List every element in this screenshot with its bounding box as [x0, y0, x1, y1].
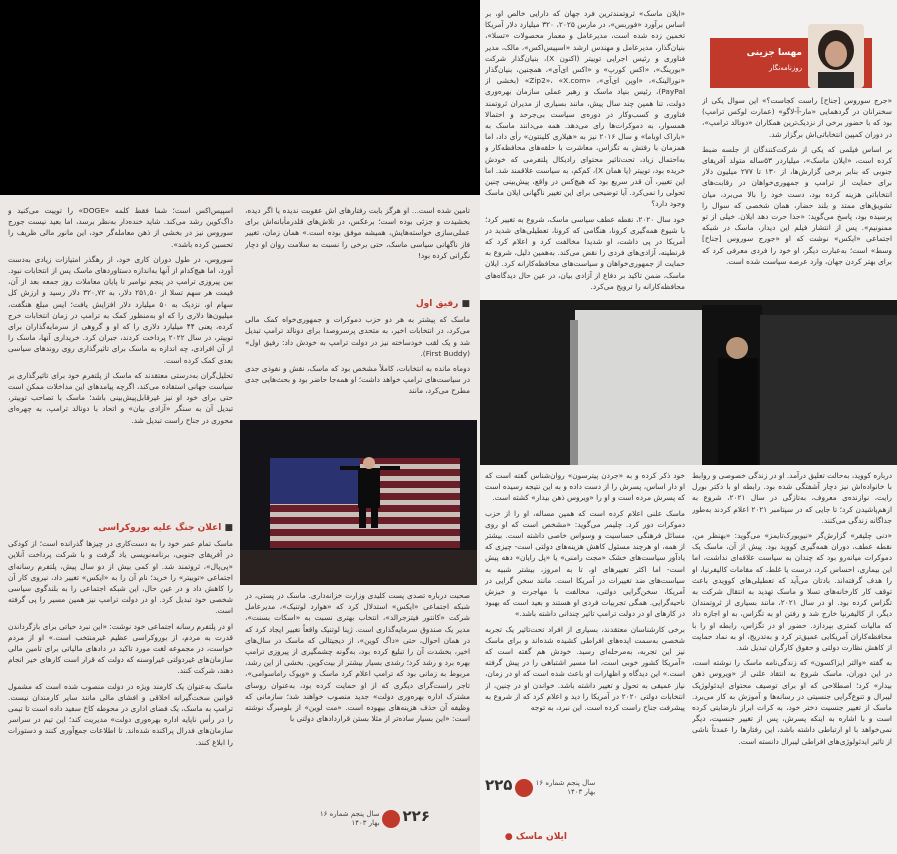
paragraph: ماسک به‌عنوان یک کارمند ویژه در دولت منصوب شده است که مشمول قوانین سخت‌گیرانه اخلاقی و افشای مالی مانند سایر کارمندان نیست. ترامپ به ماسک، یک فضای اداری در محوطه کاخ سفید داده است تا تیمی را در رأس ناپایه اداره بهره‌وری دولت» مدیریت کند؛ این تیم در سراسر سازمان‌های فدرال پراکنده شده‌اند. تا اطلاعات جمع‌آوری کنند و دستورات را ابلاغ کنند.: [8, 681, 233, 747]
paragraph: «ایلان ماسک» ثروتمندترین فرد جهان که دارایی خالص او، بر اساس برآورد «فوربس»، در مارس ۲۰۲۵، ۳۲۰ میلیارد دلار آمریکا تخمین زده شده است، مدیرعامل و معمار محصولات «تسلا»، بنیان‌گذار، مدیرعامل و مهندس ارشد «اسپیس‌اکس»، مالک، مدیر فناوری و رئیس اجرایی توییتر (اکنون X)، بنیان‌گذار شرکت «بورینگ»، «اکس کورپ» و «اکس ای‌آی»، همچنین، بنیان‌گذار «نورالینک»، «اوپن ای‌آی»، «Zip2»، «X.com» (بخشی از PayPal)، رئیس بنیاد ماسک و رهبر عملی سازمان بهره‌وری دولت، تنا همین چند سال پیش، مانند بسیاری از مدیران ثروتمند فناوری و کسب‌وکار در دوره‌ی سیاست بی‌جرحد و احتمالا همسوار، به دموکرات‌ها رای می‌دهد. همه می‌دانند ماسک به «باراک اوباما» و سال ۲۰۱۶ نیز به «هیلاری کلینتون» رأی داد، اما همزمان با رفتش به تگزاس، معاشرت با حلقه‌های محافظه‌کار و به‌احتمال زیاد، تحت‌تاثیر محتوای رادیکال پلتفرمی که خودش خریده بود، توییتر (یا همان X)، کم‌کم، به سیاست علاقمند شد. اما این تغییر، آن قدر سریع بود که هیچ‌کس در واقع، پیش‌بینی چنین تحولی را نمی‌کرد. آیا توضیحی برای این تغییر ناگهانی ایلان ماسک وجود دارد؟: [485, 9, 685, 209]
paragraph: سوروس، در طول دوران کاری خود، از رهگذر امتیازات زیادی به‌دست آورد، اما هیچ‌کدام از آنها به‌اندازه دستاوردهای ماسک پس از انتخابات نبود. بین پیروزی ترامپ در پنجم نوامبر تا پایان معاملات روز جمعه بعد از آن، قیمت هر سهم تسلا از ۲۵۱,۵۰ دلار، به ۳۲۰,۷۲ دلار رسید و ارزش کل سهام او، نزدیک به ۵۰ میلیارد دلار افزایش یافت؛ ایس مبلغ هنگفت، میلیون‌ها دلاری را که او به‌منظور کمک به ترامپ در زمان انتخابات خرج کرده، یعنی ۴۴ میلیارد دلاری را که او و گروهی از سرمایه‌گذاران برای توییتر، در سال ۲۰۲۲ پرداخت کردند، جبران کرد. خریداری آنها، ماسک را از آن افرادی، چه اندازه به ماسک برای تاثیرگذاری روی روندهای سیاسی بعدی کمک کرده است.: [8, 254, 233, 365]
paragraph: «جرج سوروس [جناح] راست کجاست؟» این سوال یکی از سخنرانان در گردهمایی «مار-آ-لاگو» (عمارت لوکس ترامپ) بود که با حضور برخی از نزدیک‌ترین همکاران «دونالد ترامپ»، در دوران کمپین انتخاباتی‌اش برگزار شد.: [702, 96, 892, 139]
paragraph: خود سال ۲۰۲۰، نقطه عطف سیاسی ماسک، شروع به تغییر کرد؛ با شیوع همه‌گیری کرونا، هنگامی که کرونا، تعطیلی‌های شدید در آمریکا در پی داشت، او شدیدا مخالفت کرد و اعلام کرد که قرنطینه، آزادی‌های فردی را نقض می‌کند. به‌همین دلیل، شروع به حمایت از جمهوری‌خواهان و سیاست‌های محافظه‌کارانه کرد. ایلان ماسک، ضمن تاکید بر دفاع از آزادی بیان، در عین حال دیدگاه‌های محافظه‌کارانه را ترویج می‌کرد.: [485, 214, 685, 291]
section-heading: ■ رفیق اول: [245, 299, 470, 310]
right-page-col-right-bottom: [692, 470, 892, 800]
paragraph: او در پلتفرم رسانه اجتماعی خود نوشت: «این نبرد حیاتی برای بازگرداندن قدرت به مردم، از بوروکراسی عظیم غیرمنتخب است.» او از مردم خواست، در مجموعه لغت مورد تاکید در دادهای مالیاتی برای تامین مالی سازمان‌های غیردولتی غیراوسنه که دولت که قرار است کارهای خیر انجام دهند، شرکت کنند.: [8, 621, 233, 676]
right-page-col-left-top: [485, 8, 685, 298]
paragraph: «دنی چلیقر» گزارش‌گر «نیویورک‌تایمز» می‌گوید: «بهنظر من، نقطه عطف، دوران همه‌گیری کووید بود. پیش از آن، ماسک یک دموکرات میانه‌رو بود که چندان به سیاست علاقه‌ای نداشت، اما این بیماری، احساس کرد، درست یا غلط، که مقامات کالیفرنیا، او را هدف گرفته‌اند. بادتان می‌آید که تعطیلی‌های کوویدی باعث توقف کار کارخانه‌های تسلا و ماسک تهدید به انتقال شرکت به تگزاس کرده بود. او در سال ۲۰۲۱، مانند بسیاری از ثروتمندان دیگر، از کالیفرنیا خارج شد و رفتن او به تگزاس، به او اجازه داد که مالیات کمتری بپردازد. حضور او در تگزاس، رابطه او را با محافظه‌کاران آمریکایی عمیق‌تر کرد و به‌تدریج، او به نماد حمایت از کاهش نظارت دولتی و حقوق کارگران تبدیل شد.: [692, 531, 892, 653]
photo-musk-flag: [240, 420, 477, 585]
author-role: روزنامه‌نگار: [768, 64, 802, 72]
bullet-icon: ●: [504, 832, 513, 842]
section-heading: ■ اعلان جنگ علیه بوروکراسی: [8, 523, 233, 534]
left-page-col-right-top: [245, 205, 470, 293]
left-page-col-right-mid: [245, 293, 470, 413]
right-page-footer: [485, 776, 645, 797]
left-page-footer: [270, 807, 430, 828]
photo-musk-stage: [480, 300, 897, 465]
paragraph: خود ذکر کرده و به «جردن پیترسون» روان‌شناس گفته است که او دار اساس، پسرش را از دست داده و به این نتیجه رسیده است که پسرش مرده است و او را «ویروس ذهن بیدار» کشته است.: [485, 471, 685, 503]
author-byline: [710, 38, 872, 88]
left-page-col-left-top: [8, 205, 233, 510]
issue-line: سال پنجم شماره ۱۶: [535, 778, 596, 787]
left-page-col-right-bottom: [245, 590, 470, 800]
paragraph: درباره کووید، به‌حالت تعلیق درآمد. او در زندگی خصوصی و روابط با خانواده‌اش نیز دچار آشفتگی شده بود. رابطه او با دکتر بورل رایت، نوازنده‌ی معروف، به‌تازگی در سال ۲۰۲۱، شروع به ازهم‌پاشیدن کرد؛ تا جایی که در سپتامبر ۲۰۲۱ اعلام کردند به‌طور جداگانه زندگی می‌کنند.: [692, 471, 892, 525]
magazine-logo-icon: [515, 779, 533, 797]
author-name: مهسا جزینی: [746, 48, 802, 58]
paragraph: دوماه مانده به انتخابات، کاملاً مشخص بود که ماسک، نقش و نفوذی جدی در سیاست‌های ترامپ خواهد داشت؛ او همه‌جا حاضر بود و بحث‌هایی جدی مطرح می‌کرد، مانند: [245, 364, 470, 396]
paragraph: اسپیس‌اکس است؛ شما فقط کلمه «DOGE» را توییت می‌کنید و داگ‌کوین رشد می‌کند. شاید خنده‌دار به‌نظر برسد، اما بعید نیست جورج سوروس نیز در بخشی از ذهن معامله‌گر خود، این مانور مالی ظریف را تحسین کرده باشد».: [8, 206, 233, 249]
paragraph: ماسک تمام عمر خود را به دست‌کاری در چیزها گذرانده است؛ از کودکی در آفریقای جنوبی، برنامه‌نویسی یاد گرفت و با شرکت پرداخت آنلاین «پی‌پال»، ثروتمند شد. او کمی بیش از دو سال پیش، پلتفرم رسانه‌ای اجتماعی «توییتر» را خرید؛ نام آن را به «ایکس» تغییر داد، نیروی کار آن را کاهش داد و در عین حال، این شبکه اجتماعی را به بلندگوی سیاسی شخصی خود تبدیل کرد. او در دولت ترامپ نیز همین مسیر را پی گرفته است.: [8, 539, 233, 616]
right-page: [480, 0, 897, 854]
page-number: ۲۲۵: [485, 776, 513, 794]
right-page-col-right-top: [702, 95, 892, 305]
paragraph: صحبت درباره تصدی پست کلیدی وزارت خزانه‌داری. ماسک در پستی، در شبکه اجتماعی «ایکس» استدلال کرد که «هوارد لوتنیک»، مدیرعامل شرکت «کانتور فیتزجرالد»، انتخاب بهتری نسبت به «اسکات بسنت»، مدیر یک صندوق سرمایه‌گذاری است. ژینا لوتنیک واقعاً تغییر ایجاد کرد که در همان احوال، حتی «داگ کوین»، از دیجیتالی که ماسک در سال‌های اخیر، بخشدت آن را تبلیغ کرده بود، به‌گونه چشمگیری از پیروزی ترامپ بهره برد و رشد کرد؛ رشدی بسیار بیشتر از بیت‌کوین. بخشی از این رشد، مربوط به زمانی بود که ترامپ اعلام کرد ماسک و «ویوک راماسوامی»، تاجر راست‌گرای دیگری که از او حمایت کرده بود، به‌عنوان روسای مشترک اداره بهره‌وری دولت» جدید منصوب خواهند شد؛ سازمانی که وظیفه آن حذف هزینه‌های بیهوده است. «مت لوین» از بلومبرگ نوشته است: «این بسیار ساده‌تر از مثلا بستن قراردادهای دولتی با: [245, 591, 470, 724]
paragraph: به گفته «والتر ایزاکسون» که زندگی‌نامه ماسک را نوشته است، در این دوران، ماسک شروع به انتقاد علنی از «ویروس ذهن بیدار» کرد؛ اصطلاحی که او برای توصیف محتوای ایدئولوژیک لیبرال و تنوع‌گرایی جنسیتی در رسانه‌ها و آموزش به کار می‌برد. ماسک از تغییر جنسیت دختر خود، به کرات ابراز نارضایتی کرده است و با اشاره به اینکه پسرش، پس از تغییر جنسیت، دیگر نمی‌خواهد با او ارتباطی داشته باشد، این رفتارها را عمدتاً ناشی از تاثیر ایدئولوژی‌های افراطی لیبرال دانسته است.: [692, 658, 892, 746]
section-label: [505, 832, 567, 842]
paragraph: برخی کارشناسان معتقدند، بسیاری از افراد تحت‌تاثیر یک تجربه شخصی به‌سمت ایده‌های افراطی کشیده شده‌اند و برای ماسک نیز این تجربه، به‌مرحله‌ای رسید. خودش هم گفته است که «آمریکا کشور خوبی است، اما مسیر اشتباهی را در پیش گرفته است.» این دیدگاه و اظهارات او باعث شده است که او در زمان، نیاز عمیقی به تحول و تغییر داشته باشد. خواندن او در چنین، از انتخابات دولتی ۲۰۲۰ در آمریکا را دید و اعلام کرد که از شروع به پیشرفت جناح راست کرده است. این نبرد، به توجه: [485, 624, 685, 713]
left-page-col-left-bottom: [8, 517, 233, 837]
issue-line: سال پنجم شماره ۱۶: [319, 809, 380, 818]
paragraph: ماسک که پیشتر به هر دو حزب دموکرات و جمهوری‌خواه کمک مالی می‌کرد، در انتخابات اخیر، به متحدی پرسروصدا برای دونالد ترامپ تبدیل شد و یک لقب خودساخته نیز در دولت ترامپ به خودش داد: رفیق اول» (First Buddy).: [245, 315, 470, 358]
issue-date: بهار ۱۴۰۳: [351, 818, 380, 827]
paragraph: تحلیل‌گران به‌درستی معتقدند که ماسک از پلتفرم خود برای تاثیرگذاری بر سیاست جهانی استفاده می‌کند، اگرچه پیامدهای این مداخلات ممکن است حتی برای خود او نیز غیرقابل‌پیش‌بینی باشد؛ ماسک با تصاحب توییتر، تبدیل آن به سنگر «آزادی بیان» و اتحاد با دونالد ترامپ، به چهره‌ای محوری در جناح راست تبدیل شد.: [8, 370, 233, 425]
paragraph: بر اساس فیلمی که یکی از شرکت‌کنندگان از جلسه ضبط کرده است، «ایلان ماسک»، میلیاردر ۵۳ساله متولد آفریقای جنوبی که بنابر برخی گزارش‌ها، از ۱۳۰ تا ۲۷۷ میلیون دلار برای حمایت از ترامپ و جمهوری‌خواهان در رقابت‌های انتخاباتی هزینه کرده بود، دست خود را بالا می‌برد، میان تشویق‌های ممتد و بلند حضار، همان شخصی که سوال را پرسیده بود، پاسخ می‌گوید: «حدا حرت دهد ایلان. خیلی از تو ممنونیم». پس از انتشار فیلم این دیدار، ماسک در شبکه اجتماعی «ایکس» نوشت که او «جورج سوروس [جناح] وسط» است؛ به‌عبارت دیگر، او خود را فردی معرفی کرد که برای بهتر کردن جهان، وارد عرصه سیاست شده است.: [702, 144, 892, 266]
magazine-logo-icon: [382, 810, 400, 828]
author-photo: [808, 24, 864, 88]
right-page-col-left-bottom: [485, 470, 685, 770]
left-page: [0, 195, 480, 854]
issue-date: بهار ۱۴۰۳: [567, 787, 596, 796]
paragraph: تامین شده است... او هرگز بابت رفتارهای اش عقوبت ندیده یا اگر دیده، بخشیدت و جزئی بوده است؛ برعکس، در تلاش‌های قلدرمأبانه‌اش برای عملی‌سازی خواسته‌هایش، همیشه موفق بوده است.» همان زمان، تغییر فاز ناگهانی سیاسی ماسک، حتی برخی را نسبت به سلامت روان او دچار نگرانی کرده بود!: [245, 206, 470, 260]
page-number: ۲۲۶: [402, 807, 430, 825]
paragraph: ماسک علنی اعلام کرده است که همین مساله، او را از حزب دموکرات دور کرد. چلیمر می‌گوید: «مشخص است که او روی مسائل فرهنگی حساسیت و وسواس خاصی داشته است. بیشتر از همه، او هرچند مسئول کاهش هزینه‌های دولتی است- چیزی که یادآور سیاست‌های خشک «مجت رامنی» یا «پل رایان» دهه پیش است- اما اکثر تغییرهای او، تا به امروز، بیشتر شبیه به سیاست‌های ضد تغییرات در آمریکا است. مانند سخن گرایی در آمریکا، سخن‌گرایی دولتی، مخالفت با مهاجرت و خیزش ناحیه‌گرایی. همگی تجربیات فردی او هستند و بعید است که بهبود در کارهای او در دولت ترامپ تاثیر چندانی داشته باشد.»: [485, 508, 685, 619]
section-label-text: ایلان ماسک: [515, 832, 567, 842]
